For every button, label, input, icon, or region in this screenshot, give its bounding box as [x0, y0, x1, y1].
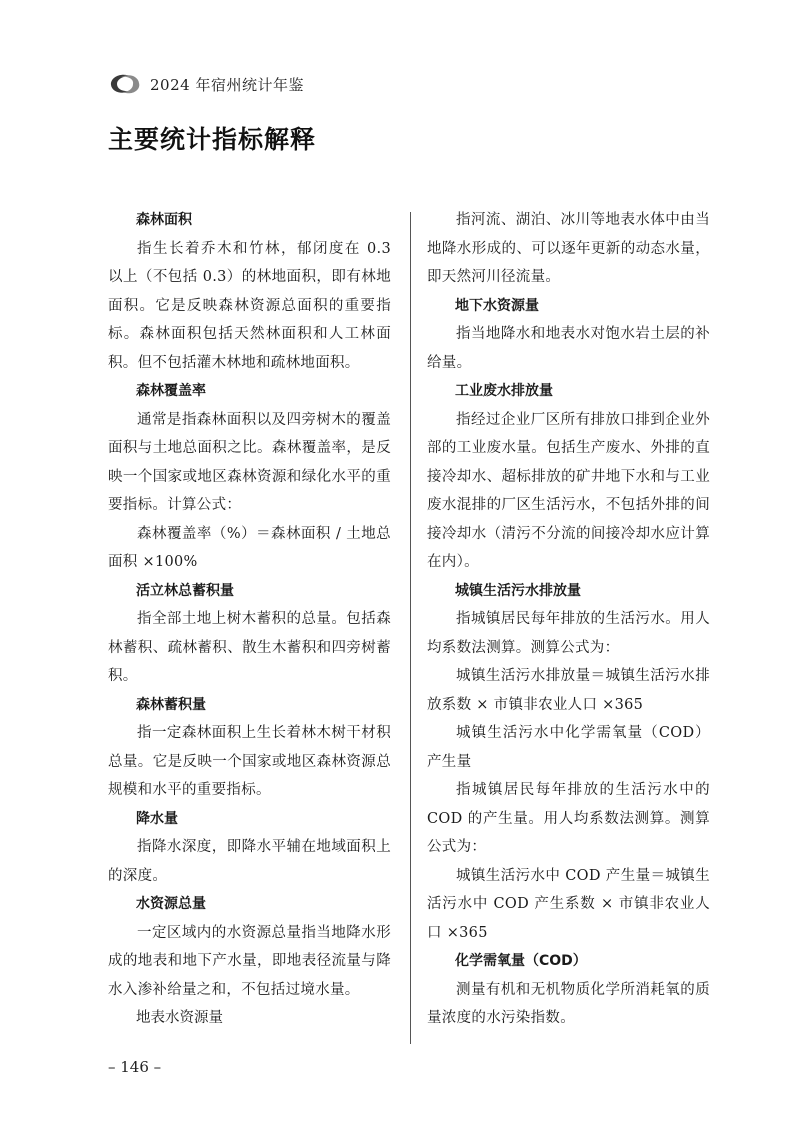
term-description: 指经过企业厂区所有排放口排到企业外部的工业废水量。包括生产废水、外排的直接冷却水、超标排放的矿井地下水和与工业废水混排的厂区生活污水，不包括外排的间接冷却水（清污不分流的间接冷却水应计算在内）。: [427, 411, 710, 570]
header-text: 2024 年宿州统计年鉴: [150, 75, 304, 94]
formula: 城镇生活污水中 COD 产生量＝城镇生活污水中 COD 产生系数 × 市镇非农业人口 ×365: [427, 867, 710, 941]
term-heading: 工业废水排放量: [455, 383, 553, 399]
term-description: 一定区域内的水资源总量指当地降水形成的地表和地下产水量，即地表径流量与降水入渗补给量之和，不包括过境水量。: [108, 924, 391, 998]
page-title: 主要统计指标解释: [108, 125, 317, 154]
term-description: 测量有机和无机物质化学所消耗氧的质量浓度的水污染指数。: [427, 981, 710, 1026]
page-number: – 146 –: [108, 1058, 162, 1076]
term-heading: 森林覆盖率: [136, 383, 206, 399]
term-heading: 地表水资源量: [136, 1010, 223, 1026]
term-description: 指当地降水和地表水对饱水岩土层的补给量。: [427, 326, 710, 371]
formula: 森林覆盖率（%）＝森林面积 / 土地总面积 ×100%: [108, 525, 391, 570]
term-heading: 城镇生活污水排放量: [455, 582, 581, 599]
left-column: [108, 206, 391, 1033]
term-description: 指河流、湖泊、冰川等地表水体中由当地降水形成的、可以逐年更新的动态水量，即天然河川径流量。: [427, 212, 710, 285]
term-description: 指生长着乔木和竹林，郁闭度在 0.3 以上（不包括 0.3）的林地面积，即有林地面积。它是反映森林资源总面积的重要指标。森林面积包括天然林面积和人工林面积。但不包括灌木林地和疏林地面积。: [108, 240, 391, 371]
right-column: [427, 206, 710, 1033]
term-heading: 水资源总量: [136, 896, 206, 912]
term-heading: 化学需氧量（COD）: [455, 953, 587, 969]
term-description: 通常是指森林面积以及四旁树木的覆盖面积与土地总面积之比。森林覆盖率，是反映一个国家或地区森林资源和绿化水平的重要指标。计算公式：: [108, 411, 391, 513]
yearbook-logo-icon: [108, 73, 142, 95]
term-heading: 地下水资源量: [455, 297, 539, 314]
column-divider: [410, 212, 411, 1044]
term-description: 指一定森林面积上生长着林木树干材积总量。它是反映一个国家或地区森林资源总规模和水平的重要指标。: [108, 725, 391, 798]
term-heading: 森林面积: [136, 212, 192, 228]
running-header: [108, 68, 304, 100]
term-heading: 活立林总蓄积量: [136, 582, 234, 599]
sub-heading: 城镇生活污水中化学需氧量（COD）产生量: [427, 725, 710, 770]
term-description: 指全部土地上树木蓄积的总量。包括森林蓄积、疏林蓄积、散生木蓄积和四旁树蓄积。: [108, 611, 391, 684]
term-heading: 森林蓄积量: [136, 696, 206, 713]
term-heading: 降水量: [136, 810, 178, 827]
term-description: 指城镇居民每年排放的生活污水中的 COD 的产生量。用人均系数法测算。测算公式为：: [427, 782, 710, 855]
term-description: 指降水深度，即降水平辅在地域面积上的深度。: [108, 839, 391, 884]
term-description: 指城镇居民每年排放的生活污水。用人均系数法测算。测算公式为：: [427, 611, 710, 656]
formula: 城镇生活污水排放量＝城镇生活污水排放系数 × 市镇非农业人口 ×365: [427, 668, 710, 713]
